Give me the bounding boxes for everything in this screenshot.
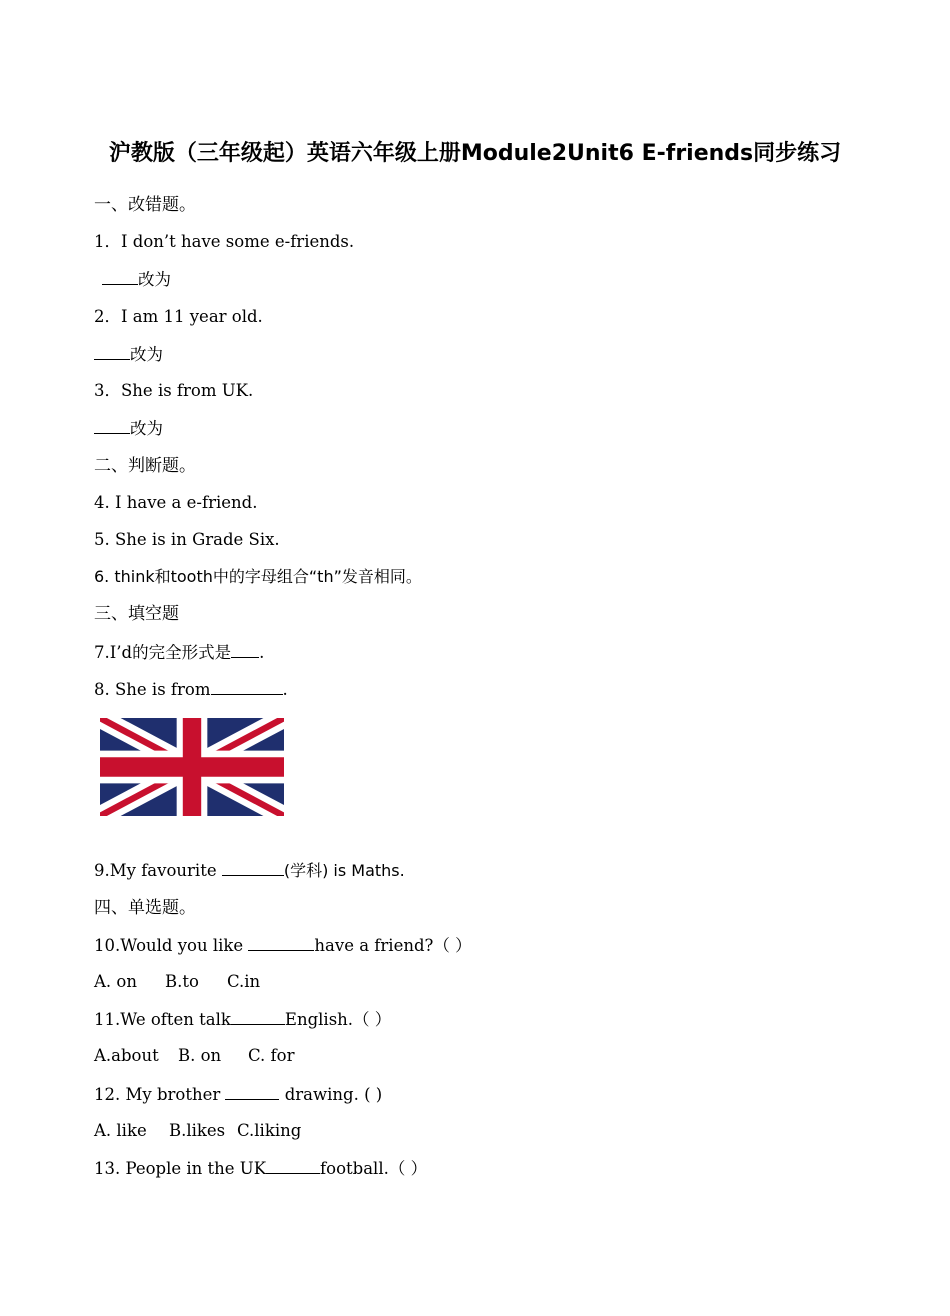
answer-blank[interactable] <box>225 1083 279 1100</box>
question-8 <box>94 678 288 701</box>
question-10-text: 10.Would you like <box>94 936 249 955</box>
section-heading-true-false: 二、判断题。 <box>94 456 196 476</box>
question-1: 1．I don’t have some e-friends. <box>94 232 355 251</box>
option-c[interactable]: C.liking <box>237 1121 302 1140</box>
section-heading-fill-blank: 三、填空题 <box>94 604 179 624</box>
answer-blank[interactable] <box>231 641 259 658</box>
question-9-end: (学科) is Maths. <box>283 861 405 880</box>
answer-line-2 <box>94 343 163 366</box>
question-12-text: 12. My brother <box>94 1085 226 1104</box>
option-a[interactable]: A. like <box>94 1121 147 1140</box>
options-10 <box>94 971 260 993</box>
question-11-end: English.（ ） <box>284 1010 392 1029</box>
section-heading-error-correction: 一、改错题。 <box>94 195 196 215</box>
question-9-text: 9.My favourite <box>94 861 222 880</box>
fix-label: 改为 <box>138 270 171 289</box>
answer-blank[interactable] <box>211 678 283 695</box>
option-c[interactable]: C.in <box>227 972 261 991</box>
options-12 <box>94 1120 301 1142</box>
option-c[interactable]: C. for <box>248 1046 295 1065</box>
question-2: 2．I am 11 year old. <box>94 307 263 326</box>
question-7-text: 7.I’d的完全形式是 <box>94 643 232 662</box>
answer-blank[interactable] <box>231 1008 285 1025</box>
option-b[interactable]: B. on <box>178 1046 222 1065</box>
fix-label: 改为 <box>130 419 163 438</box>
question-8-text: 8. She is from <box>94 680 211 699</box>
question-7-end: . <box>259 643 265 662</box>
option-a[interactable]: A.about <box>94 1046 159 1065</box>
union-jack-flag-image <box>100 718 284 816</box>
question-13-end: football.（ ） <box>320 1159 428 1178</box>
question-8-end: . <box>282 680 288 699</box>
fix-label: 改为 <box>130 345 163 364</box>
question-12-end: drawing. ( ) <box>279 1085 383 1104</box>
page-title: 沪教版（三年级起）英语六年级上册Module2Unit6 E-friends同步练习 <box>108 141 842 166</box>
answer-blank[interactable] <box>248 934 314 951</box>
question-10-end: have a friend?（ ） <box>314 936 472 955</box>
question-6: 6. think和tooth中的字母组合“th”发音相同。 <box>94 567 422 586</box>
answer-blank[interactable] <box>94 343 130 360</box>
answer-blank[interactable] <box>266 1157 320 1174</box>
option-b[interactable]: B.to <box>165 972 199 991</box>
option-b[interactable]: B.likes <box>169 1121 226 1140</box>
question-11-text: 11.We often talk <box>94 1010 231 1029</box>
question-3: 3．She is from UK. <box>94 381 254 400</box>
question-13-text: 13. People in the UK <box>94 1159 267 1178</box>
question-13 <box>94 1157 427 1180</box>
answer-blank[interactable] <box>102 268 138 285</box>
question-10 <box>94 934 472 957</box>
question-9 <box>94 859 405 882</box>
option-a[interactable]: A. on <box>94 972 137 991</box>
question-7 <box>94 641 264 664</box>
question-12 <box>94 1083 382 1106</box>
answer-blank[interactable] <box>222 859 284 876</box>
answer-line-3 <box>94 417 163 440</box>
section-heading-single-choice: 四、单选题。 <box>94 898 196 918</box>
options-11 <box>94 1045 294 1067</box>
answer-line-1 <box>102 268 171 291</box>
answer-blank[interactable] <box>94 417 130 434</box>
question-11 <box>94 1008 391 1031</box>
question-5: 5. She is in Grade Six. <box>94 530 280 549</box>
question-4: 4. I have a e-friend. <box>94 493 258 512</box>
